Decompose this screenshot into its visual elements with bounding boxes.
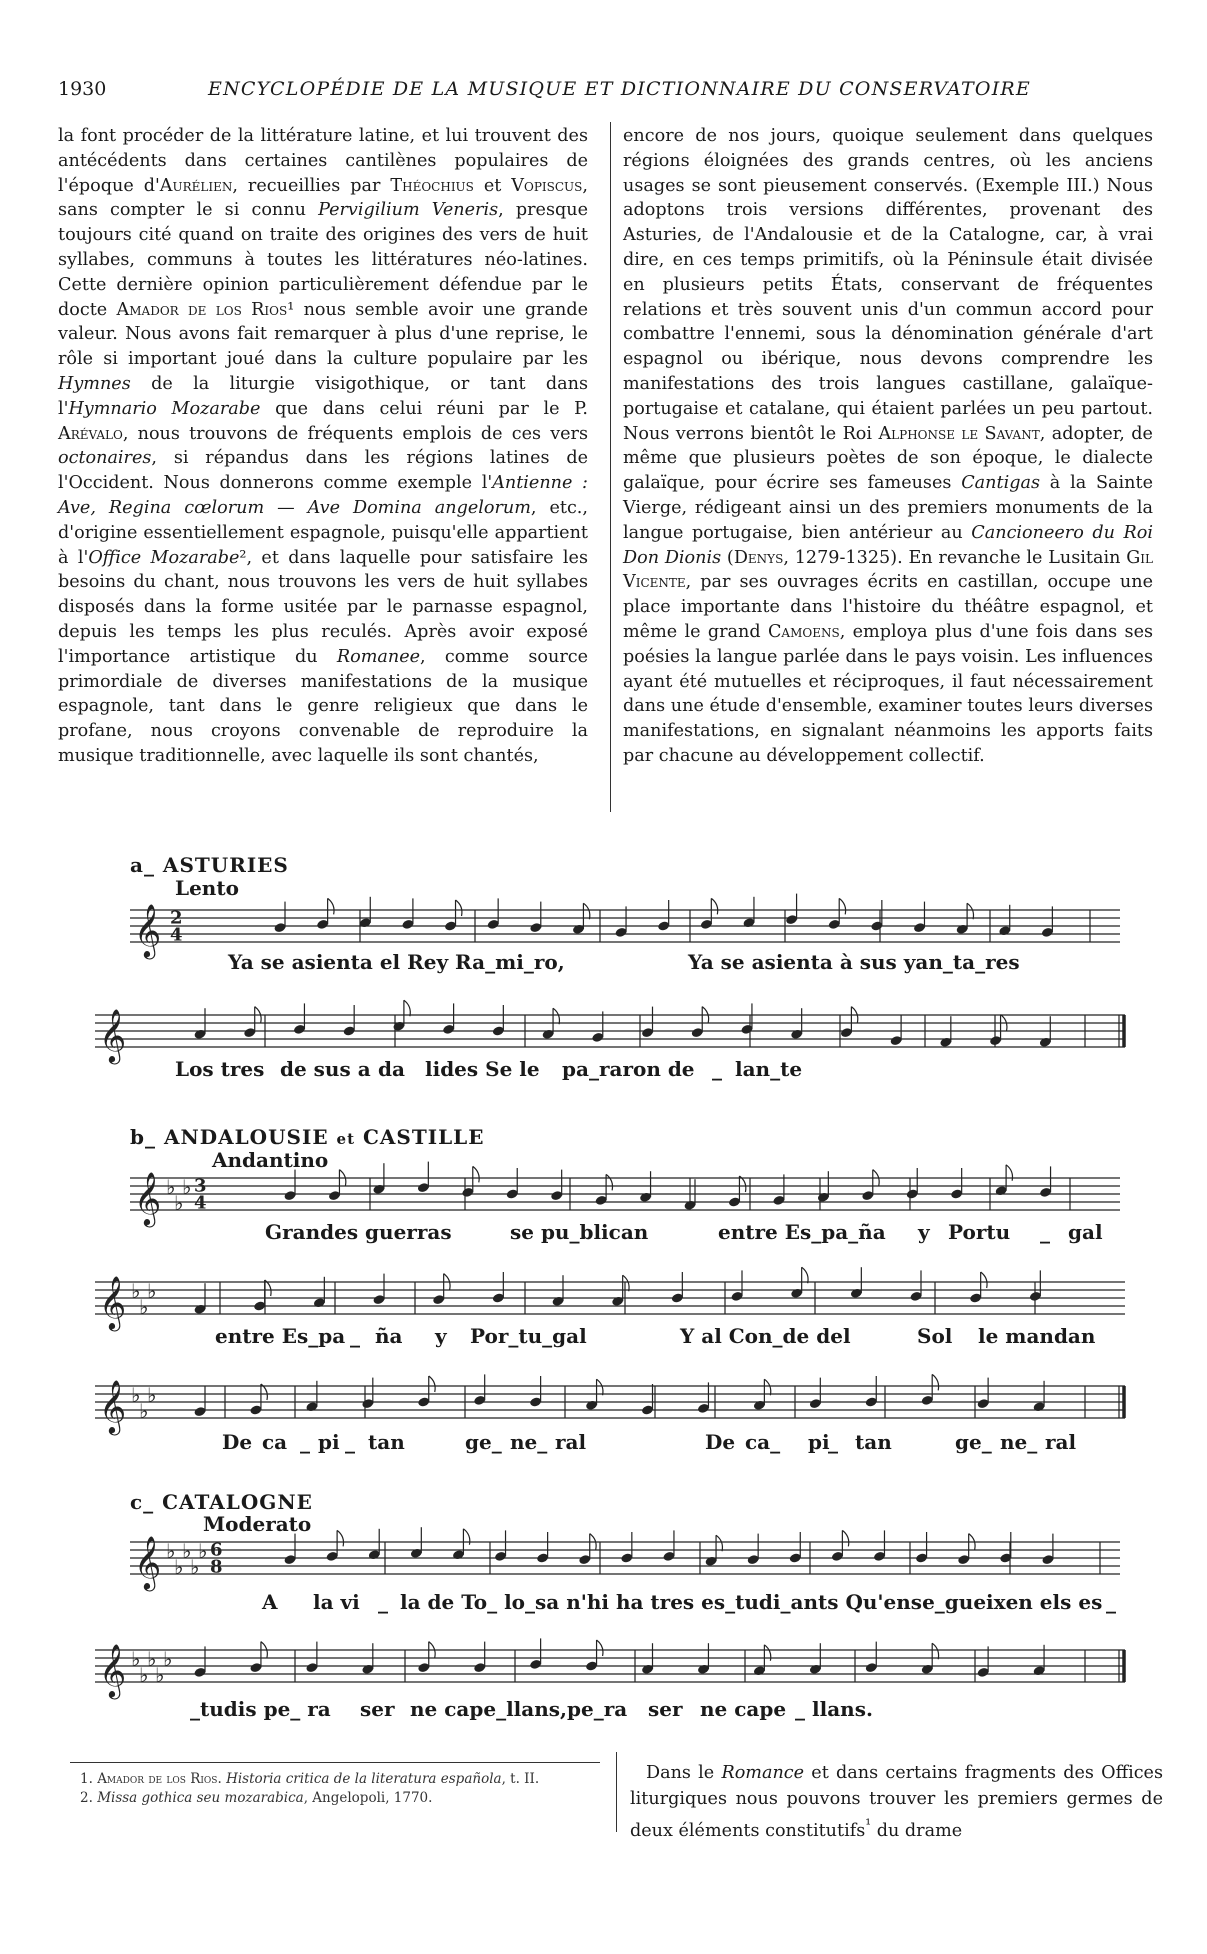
- flat-icon: ♭: [174, 1191, 184, 1215]
- text-run: que dans celui réuni par le P.: [260, 398, 588, 419]
- footnote-rest: , Angelopoli, 1770.: [303, 1790, 433, 1806]
- title-antienne: Antienne : Ave, Regina cœlorum — Ave Domina angelorum: [58, 473, 588, 518]
- term-romanee: Romanee: [336, 646, 421, 667]
- note-flag: [429, 1376, 435, 1392]
- section-b-label: [130, 1125, 485, 1149]
- footnote-number: 2.: [80, 1790, 93, 1806]
- staff-b3: [95, 1366, 1135, 1436]
- time-signature-top: 6: [210, 1539, 223, 1561]
- lyric-c2-7: llans.: [812, 1697, 873, 1721]
- lyric-b3-3: _: [300, 1430, 310, 1454]
- lyric-c2-5: ne cape: [700, 1697, 787, 1721]
- staff-a2: [95, 995, 1135, 1065]
- lyric-b3-13: _: [828, 1430, 838, 1454]
- name-camoens: Camoens: [767, 621, 840, 642]
- text-run: , sans compter le si connu: [58, 175, 588, 221]
- lyric-a1-1: Ya se asienta el Rey Ra_mi_ro,: [228, 950, 565, 974]
- note-flag: [802, 1267, 808, 1283]
- staff-c1: [130, 1522, 1130, 1592]
- note-flag: [711, 898, 717, 914]
- note-flag: [473, 1166, 479, 1182]
- lyric-a1-2: Ya se asienta à sus yan_ta_res: [688, 950, 1020, 974]
- note-flag: [981, 1272, 987, 1288]
- text-run: la font procéder de la littérature latine, et lui trouvent des antécédents dans certaines cantilènes populaires de l'époque d': [58, 126, 588, 196]
- flat-icon: ♭: [147, 1279, 157, 1303]
- treble-clef-icon: 𝄞: [134, 903, 162, 957]
- note-flag: [764, 1379, 770, 1395]
- note-flag: [716, 1535, 722, 1551]
- lyric-b2-5: Por_tu_gal: [470, 1324, 587, 1348]
- lyric-b3-8: ne_: [510, 1430, 548, 1454]
- lyric-b3-4: pi: [318, 1430, 340, 1454]
- final-paragraph: [630, 1760, 1163, 1844]
- time-signature-top: 3: [194, 1175, 207, 1197]
- lyric-b3-10: De: [705, 1430, 736, 1454]
- lyric-b2-2: _: [350, 1324, 360, 1348]
- footnote-number: 1.: [80, 1771, 93, 1787]
- text-run: ¹ nous semble avoir une grande valeur. Nous avons fait remarquer à plus d'une reprise, le rôle si important joué dans la culture populaire par les: [58, 299, 588, 370]
- lyric-a2-4: lides Se le: [425, 1057, 540, 1081]
- flat-icon: ♭: [166, 1539, 176, 1563]
- footnote-author: Amador de los Rios: [97, 1771, 218, 1787]
- note-flag: [597, 1379, 603, 1395]
- footnote-ref: ¹: [865, 1816, 872, 1833]
- lyric-a2-3: da: [378, 1057, 405, 1081]
- lyric-a2-7: lan_te: [735, 1057, 803, 1081]
- note-flag: [839, 898, 845, 914]
- lyric-a2-2: de sus a: [280, 1057, 371, 1081]
- running-title: ENCYCLOPÉDIE DE LA MUSIQUE ET DICTIONNAIRE DU CONSERVATOIRE: [208, 78, 1031, 100]
- lyric-b1-1: Grandes guerras: [265, 1220, 452, 1244]
- footnote-column-divider: [616, 1752, 617, 1832]
- lyric-c2-4: ser: [648, 1697, 683, 1721]
- note-flag: [328, 898, 334, 914]
- lyric-b3-2: ca: [262, 1430, 288, 1454]
- lyric-b1-3: entre Es_pa_ña: [718, 1220, 886, 1244]
- column-divider: [610, 122, 611, 812]
- footnote-rest: , t. II.: [501, 1771, 540, 1787]
- lyric-a2-1: Los tres: [175, 1057, 265, 1081]
- lyric-c1-2: la vi: [313, 1590, 360, 1614]
- footnote-title: Historia critica de la literatura española: [226, 1771, 502, 1787]
- flat-icon: ♭: [131, 1383, 141, 1407]
- note-flag: [597, 1640, 603, 1656]
- lyric-b2-1: entre Es_pa: [215, 1324, 346, 1348]
- lyric-b3-1: De: [222, 1430, 253, 1454]
- page-header: [58, 78, 1148, 106]
- footnote-1: 1. Amador de los Rios. Historia critica de la literatura española, t. II.: [80, 1771, 540, 1787]
- title-hymnes: Hymnes: [58, 373, 131, 394]
- treble-clef-icon: 𝄞: [99, 1275, 127, 1329]
- treble-clef-icon: 𝄞: [99, 1008, 127, 1062]
- section-a-label: a_ ASTURIES: [130, 853, 289, 877]
- title-pervigilium: Pervigilium Veneris: [318, 200, 499, 221]
- footnote-2: [62, 1789, 607, 1808]
- name-arevalo: Arévalo: [58, 423, 123, 444]
- lyric-b1-2: se pu_blican: [510, 1220, 649, 1244]
- page-number: 1930: [58, 78, 107, 100]
- flat-icon: ♭: [166, 1175, 176, 1199]
- left-paragraph: [58, 124, 588, 769]
- staff-c2: [95, 1630, 1135, 1700]
- text-run: et dans certains fragments des Offices liturgiques nous pouvons trouver les premiers germes de deux éléments constitutifs: [630, 1763, 1163, 1841]
- lyric-c2-1: _tudis pe_ ra: [190, 1697, 331, 1721]
- note-flag: [456, 900, 462, 916]
- section-b-label-tail: CASTILLE: [363, 1125, 485, 1149]
- text-run: , employa plus d'une fois dans ses poésies la langue parlée dans le pays voisin. Les influences ayant été mutuelles et réciproques, il faut nécessairement dans une étude d'ensemble, examiner toutes leurs diverses manifestations, en signalant néanmoins les apports faits par chacune au développement collectif.: [623, 621, 1154, 766]
- flat-icon: ♭: [139, 1663, 149, 1687]
- text-run: , nous trouvons de fréquents emplois de ces vers: [122, 423, 588, 444]
- footnote-rule: [70, 1762, 600, 1763]
- flat-icon: ♭: [198, 1539, 208, 1563]
- staff-b1: [130, 1158, 1130, 1228]
- time-signature-bottom: 4: [170, 924, 183, 946]
- lyric-b2-3: ña: [375, 1324, 403, 1348]
- left-column: [58, 124, 588, 769]
- lyric-b3-15: ge_: [955, 1430, 992, 1454]
- name-alphonse: Alphonse le Savant: [878, 423, 1040, 444]
- lyric-a2-6: _: [712, 1057, 722, 1081]
- note-flag: [842, 1530, 848, 1546]
- title-cancioneero: Cancioneero du Roi Don Dionis: [623, 522, 1153, 568]
- lyric-c1-5: _: [1106, 1590, 1116, 1614]
- lyric-a2-5: pa_raron de: [562, 1057, 695, 1081]
- note-flag: [337, 1530, 343, 1546]
- title-office: Office Mozarabe: [88, 547, 240, 568]
- text-run: (: [721, 547, 734, 568]
- text-run: encore de nos jours, quoique seulement dans quelques régions éloignées des grands centres, où les anciens usages se sont pieusement conservés. (Exemple III.) Nous adoptons trois versions différentes, provenant des Asturies, de l'Andalousie et de la Catalogne, car, à vrai dire, en ces temps primitifs, où la Péninsule était divisée en plusieurs petits États, conservant de fréquentes relations et très souvent unis d'un commun accord pour combattre l'ennemi, sous la dénomination générale d'art espagnol ou ibérique, nous devons comprendre les manifestations des trois langues castillane, galaïque-portugaise et catalane, qui étaient parlées un peu partout. Nous verrons bientôt le Roi: [623, 126, 1153, 444]
- text-run: et: [473, 175, 512, 196]
- flat-icon: ♭: [182, 1175, 192, 1199]
- lyric-b3-9: ral: [555, 1430, 587, 1454]
- text-run: , si répandus dans les régions latines de l'Occident. Nous donnerons comme exemple l': [58, 448, 588, 494]
- flat-icon: ♭: [155, 1663, 165, 1687]
- section-b-tempo: Andantino: [212, 1148, 329, 1172]
- treble-clef-icon: 𝄞: [99, 1643, 127, 1697]
- lyric-b1-7: gal: [1068, 1220, 1103, 1244]
- footnotes: [62, 1770, 607, 1808]
- time-signature-bottom: 8: [210, 1556, 223, 1578]
- lyric-c1-1: A: [262, 1590, 278, 1614]
- lyric-b3-7: ge_: [465, 1430, 502, 1454]
- lyric-b3-16: ne_: [1000, 1430, 1038, 1454]
- lyric-c1-4: la de To_ lo_sa n'hi ha tres es_tudi_ants Qu'ense_gueixen els es: [400, 1590, 1103, 1614]
- flat-icon: ♭: [147, 1647, 157, 1671]
- body-columns: [58, 124, 1166, 824]
- flat-icon: ♭: [174, 1555, 184, 1579]
- text-run: , 1279-1325). En revanche le Lusitain: [783, 547, 1127, 568]
- right-paragraph: [623, 124, 1153, 769]
- lyric-b1-4: y: [918, 1220, 930, 1244]
- flat-icon: ♭: [182, 1539, 192, 1563]
- section-c-label: c_ CATALOGNE: [130, 1490, 313, 1514]
- flat-icon: ♭: [131, 1647, 141, 1671]
- lyric-b3-17: ral: [1045, 1430, 1077, 1454]
- staff-b2: [95, 1262, 1135, 1332]
- treble-clef-icon: 𝄞: [134, 1535, 162, 1589]
- flat-icon: ♭: [163, 1647, 173, 1671]
- lyric-b3-11: ca_: [745, 1430, 781, 1454]
- flat-icon: ♭: [147, 1383, 157, 1407]
- lyric-b1-6: _: [1040, 1220, 1050, 1244]
- title-cantigas: Cantigas: [961, 473, 1040, 494]
- section-a-tempo: Lento: [175, 876, 239, 900]
- time-signature-bottom: 4: [194, 1192, 207, 1214]
- section-b-label-main: b_ ANDALOUSIE: [130, 1125, 329, 1149]
- note-flag: [932, 1374, 938, 1390]
- text-run: , etc., d'origine essentiellement espagnole, puisqu'elle appartient à l': [58, 497, 588, 568]
- lyric-b2-4: y: [435, 1324, 447, 1348]
- note-flag: [583, 903, 589, 919]
- text-run: , adopter, de même que plusieurs poètes de son époque, le dialecte galaïque, pour écrire ses fameuses: [623, 423, 1153, 494]
- lyric-c2-6: _: [795, 1697, 805, 1721]
- lyric-c2-2: ser: [360, 1697, 395, 1721]
- lyric-b2-6: Y al Con_de del: [680, 1324, 851, 1348]
- term-romance: Romance: [721, 1763, 805, 1783]
- lyric-c2-3: ne cape_llans,pe_ra: [410, 1697, 628, 1721]
- name-aurelien: Aurélien: [159, 175, 233, 196]
- note-flag: [404, 1000, 410, 1016]
- footnote-title: Missa gothica seu mozarabica: [97, 1790, 304, 1806]
- note-flag: [623, 1275, 629, 1291]
- right-column: [623, 124, 1153, 769]
- lyric-b2-8: le mandan: [978, 1324, 1096, 1348]
- name-amador: Amador de los Rios: [116, 299, 288, 320]
- name-theochius: Théochius: [390, 175, 474, 196]
- note-flag: [553, 1008, 559, 1024]
- section-b-label-et: et: [336, 1130, 356, 1148]
- text-run: de la liturgie visigothique, or tant dans l': [58, 373, 588, 419]
- lyric-b3-14: tan: [855, 1430, 892, 1454]
- flat-icon: ♭: [139, 1295, 149, 1319]
- lyric-b3-12: pi: [808, 1430, 830, 1454]
- section-c-tempo: Moderato: [203, 1512, 312, 1536]
- name-vopiscus: Vopiscus: [511, 175, 583, 196]
- note-flag: [932, 1643, 938, 1659]
- lyric-b2-7: Sol: [917, 1324, 953, 1348]
- lyric-b3-5: _: [345, 1430, 355, 1454]
- term-octonaires: octonaires: [58, 448, 152, 469]
- lyric-b1-5: Portu: [948, 1220, 1011, 1244]
- lyric-c1-3: _: [378, 1590, 388, 1614]
- treble-clef-icon: 𝄞: [99, 1379, 127, 1433]
- title-hymnario: Hymnario Mozarabe: [68, 398, 261, 419]
- lyric-b3-6: tan: [368, 1430, 405, 1454]
- treble-clef-icon: 𝄞: [134, 1171, 162, 1225]
- name-gil-vicente: Gil Vicente: [623, 547, 1153, 593]
- text-run: , par ses ouvrages écrits en castillan, occupe une place importante dans l'histoire du théâtre espagnol, et même le grand: [623, 572, 1153, 642]
- text-run: , recueillies par: [232, 175, 391, 196]
- time-signature-top: 2: [170, 907, 183, 929]
- note-flag: [967, 903, 973, 919]
- name-denys: Denys: [733, 547, 784, 568]
- text-run: , comme source primordiale de diverses manifestations de la musique espagnole, tant dans le genre religieux que dans le profane, nous croyons convenable de reproduire la musique traditionnelle, avec laquelle ils sont chantés,: [58, 646, 588, 766]
- flat-icon: ♭: [190, 1555, 200, 1579]
- note-flag: [606, 1174, 612, 1190]
- text-run: , presque toujours cité quand on traite des origines des vers de huit syllabes, communs à toutes les littératures néo-latines. Cette dernière opinion particulièrement défendue par le docte: [58, 200, 588, 320]
- text-run: Dans le: [646, 1763, 722, 1783]
- flat-icon: ♭: [139, 1399, 149, 1423]
- flat-icon: ♭: [131, 1279, 141, 1303]
- text-run: à la Sainte Vierge, rédigeant ainsi un des premiers monuments de la langue portugaise, bien antérieur au: [623, 473, 1153, 543]
- text-run: du drame: [871, 1820, 963, 1841]
- text-run: ², et dans laquelle pour satisfaire les besoins du chant, nous trouvons les vers de huit syllabes disposés dans la forme usitée par le parnasse espagnol, depuis les temps les plus reculés. Après avoir exposé l'importance artistique du: [58, 547, 588, 667]
